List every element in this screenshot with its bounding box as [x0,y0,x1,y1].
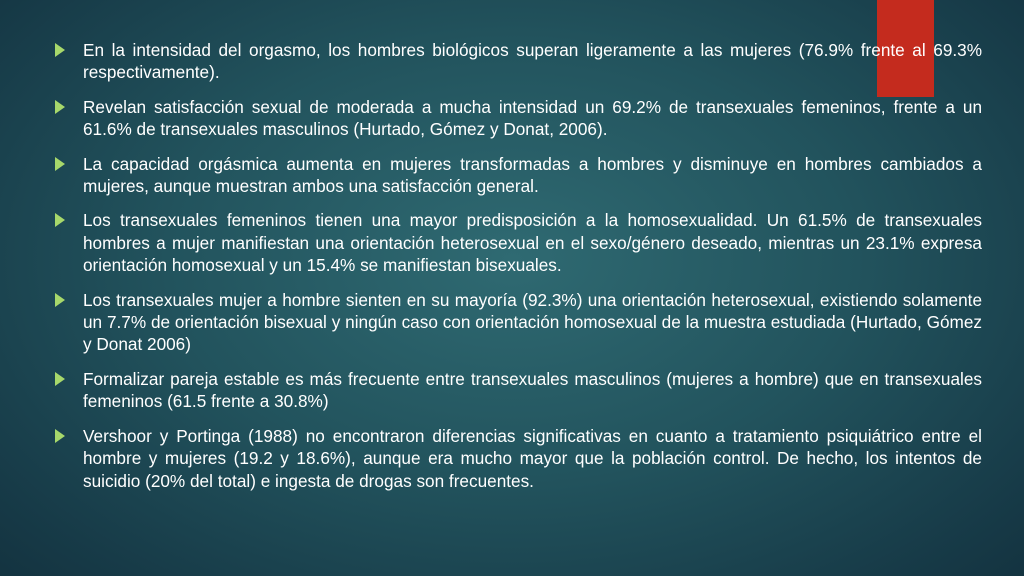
triangle-bullet-icon [55,157,65,171]
bullet-item-5 [55,289,982,356]
triangle-bullet-icon [55,43,65,57]
bullet-item-4 [55,209,982,276]
triangle-bullet-icon [55,213,65,227]
bullet-text-1: En la intensidad del orgasmo, los hombres biológicos superan ligeramente a las mujeres (76.9% frente al 69.3% respectivamente). [83,40,982,83]
bullet-item-3 [55,153,982,198]
bullet-text-2: Revelan satisfacción sexual de moderada a mucha intensidad un 69.2% de transexuales femeninos, frente a un 61.6% de transexuales masculinos (Hurtado, Gómez y Donat, 2006). [83,96,982,140]
bullet-text-4: Los transexuales femeninos tienen una mayor predisposición a la homosexualidad. Un 61.5% de transexuales hombres a mujer manifiestan una orientación heterosexual en el sexo/género deseado, mientras un 23.1% expresa orientación homosexual y un 15.4% se manifiestan bisexuales. [83,210,982,276]
bullet-text-6: Formalizar pareja estable es más frecuente entre transexuales masculinos (mujeres a hombre) que en transexuales femeninos (61.5 frente a 30.8%) [83,368,982,412]
triangle-bullet-icon [55,293,65,307]
triangle-bullet-icon [55,429,65,443]
bullet-item-6 [55,368,982,413]
triangle-bullet-icon [55,100,65,114]
bullet-text-5: Los transexuales mujer a hombre sienten en su mayoría (92.3%) una orientación heterosexual, existiendo solamente un 7.7% de orientación bisexual y ningún caso con orientación homosexual de la muestra estudiada (Hurtado, Gómez y Donat 2006) [83,289,982,355]
bullet-list [55,39,982,504]
bullet-text-7: Vershoor y Portinga (1988) no encontraron diferencias significativas en cuanto a tratamiento psiquiátrico entre el hombre y mujeres (19.2 y 18.6%), aunque era mucho mayor que la población control. De hecho, los intentos de suicidio (20% del total) e ingesta de drogas son frecuentes. [83,425,982,491]
triangle-bullet-icon [55,372,65,386]
bullet-item-2 [55,96,982,141]
bullet-text-3: La capacidad orgásmica aumenta en mujeres transformadas a hombres y disminuye en hombres cambiados a mujeres, aunque muestran ambos una satisfacción general. [83,153,982,197]
bullet-item-7 [55,425,982,492]
bullet-item-1 [55,39,982,84]
